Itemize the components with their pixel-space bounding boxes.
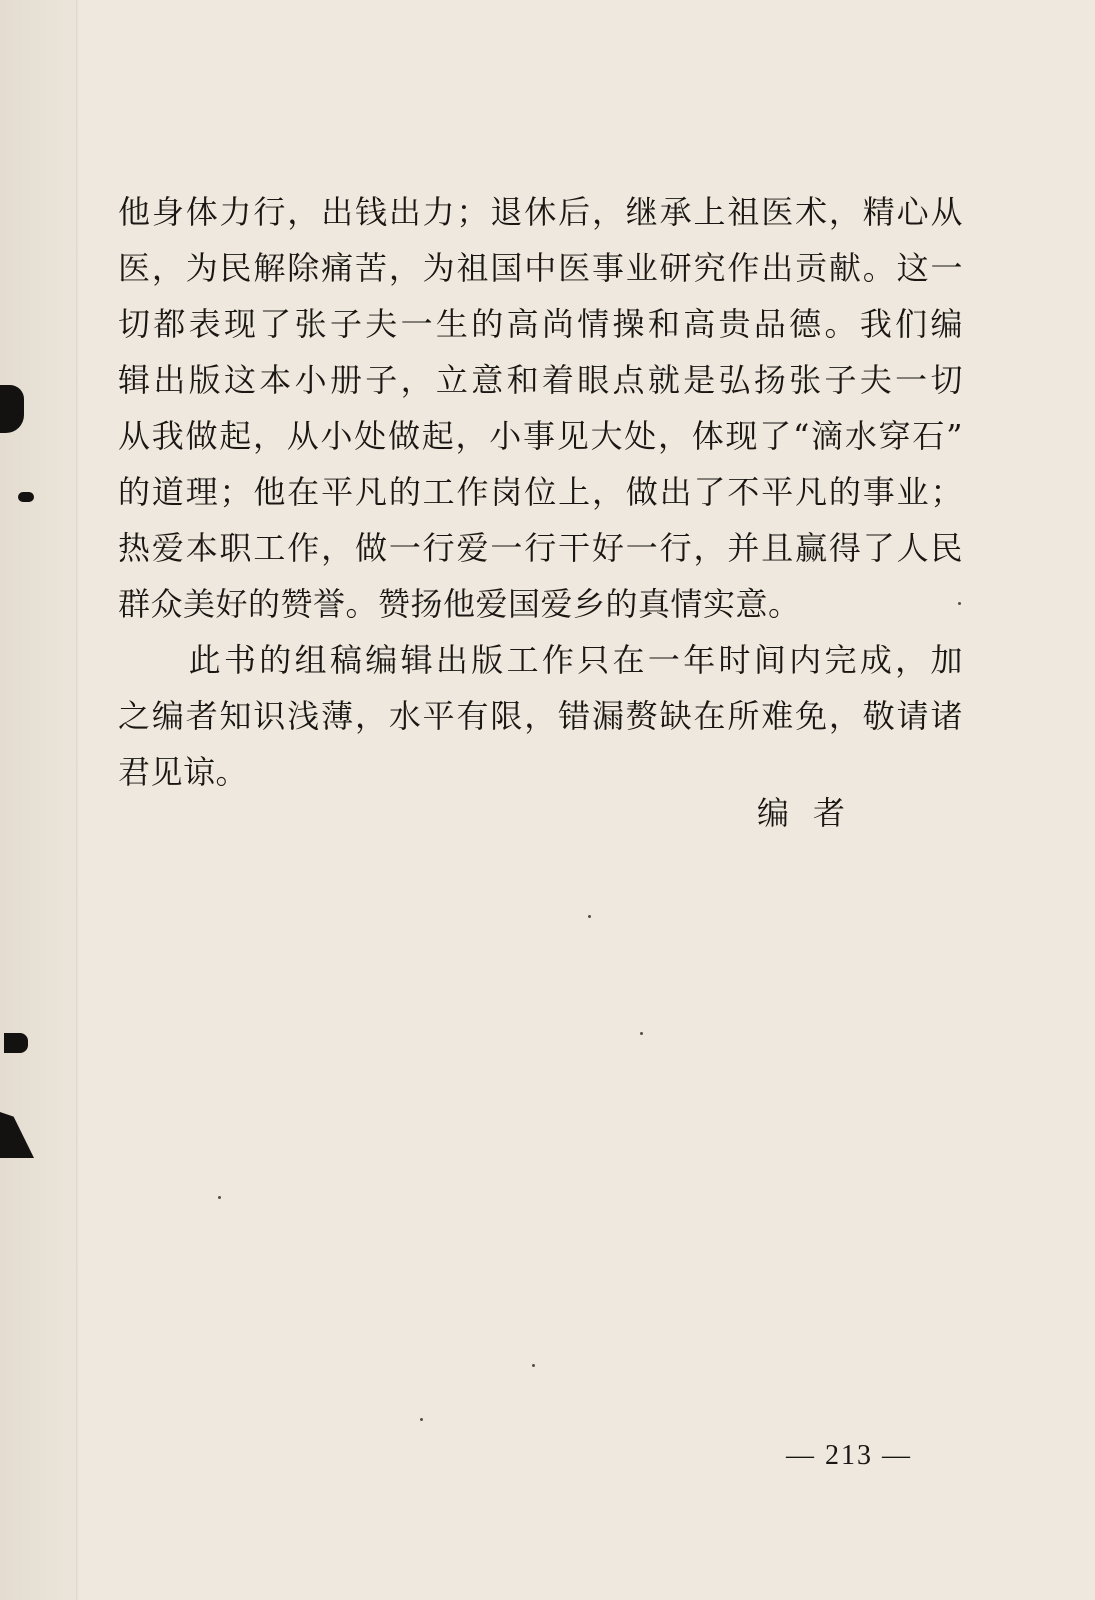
binding-hole [0,385,24,433]
text-line: 的道理；他在平凡的工作岗位上，做出了不平凡的事业； [118,473,963,511]
paper-speck [218,1196,221,1199]
page-number: — 213 — [786,1440,912,1471]
binding-hole [4,1033,28,1053]
paper-speck [640,1032,643,1035]
text-line: 从我做起，从小处做起，小事见大处，体现了“滴水穿石” [118,417,963,455]
text-line: 群众美好的赞誉。赞扬他爱国爱乡的真情实意。 [118,585,801,623]
paper-speck [420,1418,423,1421]
body-text [118,184,963,800]
page-fold-line [76,0,78,1600]
text-line: 他身体力行，出钱出力；退休后，继承上祖医术，精心从 [118,193,963,231]
text-line: 热爱本职工作，做一行爱一行干好一行，并且赢得了人民 [118,529,963,567]
text-line: 之编者知识浅薄，水平有限，错漏赘缺在所难免，敬请诸 [118,697,963,735]
text-line: 医，为民解除痛苦，为祖国中医事业研究作出贡献。这一 [118,249,963,287]
binding-hole [18,492,34,502]
text-line: 君见谅。 [118,753,249,791]
paper-speck [588,915,591,918]
paper-speck [532,1364,535,1367]
text-line: 切都表现了张子夫一生的高尚情操和高贵品德。我们编 [118,305,963,343]
text-line: 辑出版这本小册子，立意和着眼点就是弘扬张子夫一切 [118,361,963,399]
paragraph [118,184,963,632]
text-line: 此书的组稿编辑出版工作只在一年时间内完成，加 [118,641,963,679]
binding-gutter [0,0,78,1600]
author-signature: 编者 [757,794,870,832]
paragraph [118,632,963,800]
